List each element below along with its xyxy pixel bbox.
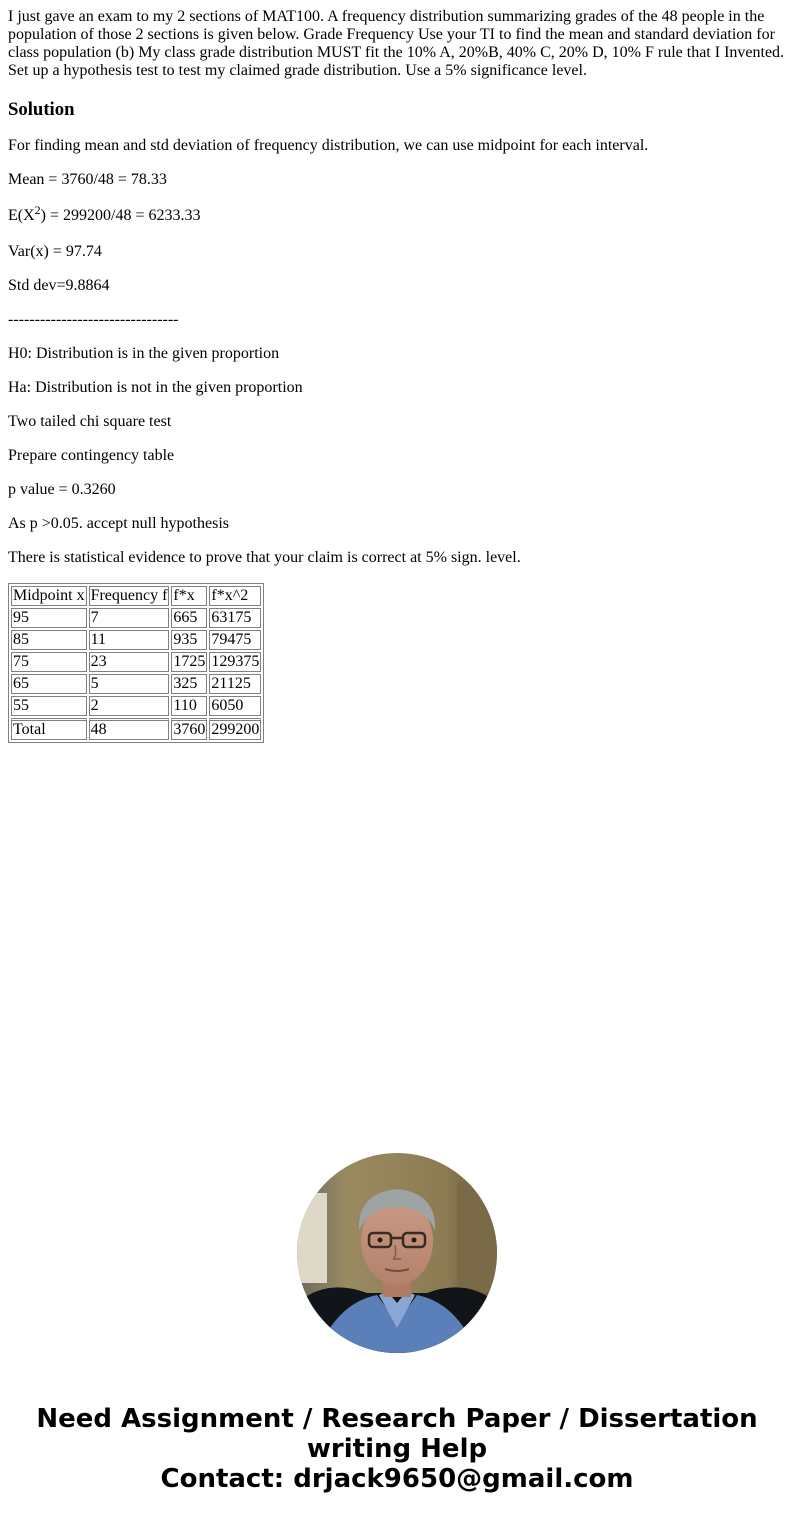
p-value-line: p value = 0.3260 xyxy=(8,481,116,498)
table-cell: 6050 xyxy=(209,696,261,716)
table-cell: 85 xyxy=(11,630,87,650)
avatar xyxy=(297,1153,497,1353)
ex2-superscript: 2 xyxy=(34,203,41,217)
table-cell: 325 xyxy=(171,674,207,694)
frequency-table xyxy=(8,583,264,743)
table-cell: 65 xyxy=(11,674,87,694)
decision-line: As p >0.05. accept null hypothesis xyxy=(8,515,229,532)
table-cell: 79475 xyxy=(209,630,261,650)
footer-contact: Contact: drjack9650@gmail.com xyxy=(160,1464,634,1494)
table-cell: 5 xyxy=(89,674,170,694)
ex2-suffix: ) = 299200/48 = 6233.33 xyxy=(40,207,201,224)
table-cell: 110 xyxy=(171,696,207,716)
avatar-photo xyxy=(297,1153,497,1353)
table-header-cell: Frequency f xyxy=(90,587,168,604)
table-header-cell: f*x^2 xyxy=(209,586,261,606)
prepare-table-line: Prepare contingency table xyxy=(8,447,175,464)
ex2-line xyxy=(8,205,786,227)
footer-banner xyxy=(0,1404,794,1494)
question-text: I just gave an exam to my 2 sections of MAT100. A frequency distribution summarizing grades of the 48 people in the population of those 2 sections is given below. Grade Frequency Use your TI to find the mean and standard deviation for class population (b) My class grade distribution MUST fit the 10% A, 20%B, 40% C, 20% D, 10% F rule that I Invented. Set up a hypothesis test to test my claimed grade distribution. Use a 5% significance level. xyxy=(8,8,785,79)
variance-line: Var(x) = 97.74 xyxy=(8,243,102,260)
document-body xyxy=(8,8,786,743)
table-cell: 23 xyxy=(89,652,170,672)
table-cell: 63175 xyxy=(209,608,261,628)
test-type-line: Two tailed chi square test xyxy=(8,413,172,430)
table-total-cell: 3760 xyxy=(171,718,207,740)
table-row xyxy=(11,630,261,650)
table-cell: 2 xyxy=(89,696,170,716)
table-cell: 55 xyxy=(11,696,87,716)
table-cell: 11 xyxy=(89,630,170,650)
table-row xyxy=(11,696,261,716)
divider-line: -------------------------------- xyxy=(8,311,179,328)
table-cell: 7 xyxy=(89,608,170,628)
table-cell: 95 xyxy=(11,608,87,628)
conclusion-line: There is statistical evidence to prove that your claim is correct at 5% sign. level. xyxy=(8,549,521,566)
table-total-cell: 299200 xyxy=(209,718,261,740)
footer-line-1: Need Assignment / Research Paper / Dissertation xyxy=(36,1404,758,1434)
table-row xyxy=(11,674,261,694)
table-row xyxy=(11,652,261,672)
table-cell: 129375 xyxy=(211,653,260,670)
table-cell: 1725 xyxy=(173,653,206,670)
intro-line: For finding mean and std deviation of frequency distribution, we can use midpoint for each interval. xyxy=(8,137,649,154)
table-row xyxy=(11,608,261,628)
table-cell: 935 xyxy=(171,630,207,650)
ex2-prefix: E(X xyxy=(8,207,35,224)
table-cell: 21125 xyxy=(209,674,261,694)
std-dev-line: Std dev=9.8864 xyxy=(8,277,110,294)
footer-line-2: writing Help xyxy=(306,1434,488,1464)
null-hypothesis-line: H0: Distribution is in the given proportion xyxy=(8,345,280,362)
table-total-cell: Total xyxy=(11,718,87,740)
table-header-cell: f*x xyxy=(171,586,207,606)
table-total-cell: 48 xyxy=(89,718,170,740)
table-total-row xyxy=(11,718,261,740)
table-cell: 665 xyxy=(171,608,207,628)
solution-heading: Solution xyxy=(8,99,75,120)
table-header-cell: Midpoint x xyxy=(13,587,85,604)
alt-hypothesis-line: Ha: Distribution is not in the given proportion xyxy=(8,379,303,396)
table-cell: 75 xyxy=(11,652,87,672)
mean-line: Mean = 3760/48 = 78.33 xyxy=(8,171,167,188)
table-header-row xyxy=(11,586,261,606)
